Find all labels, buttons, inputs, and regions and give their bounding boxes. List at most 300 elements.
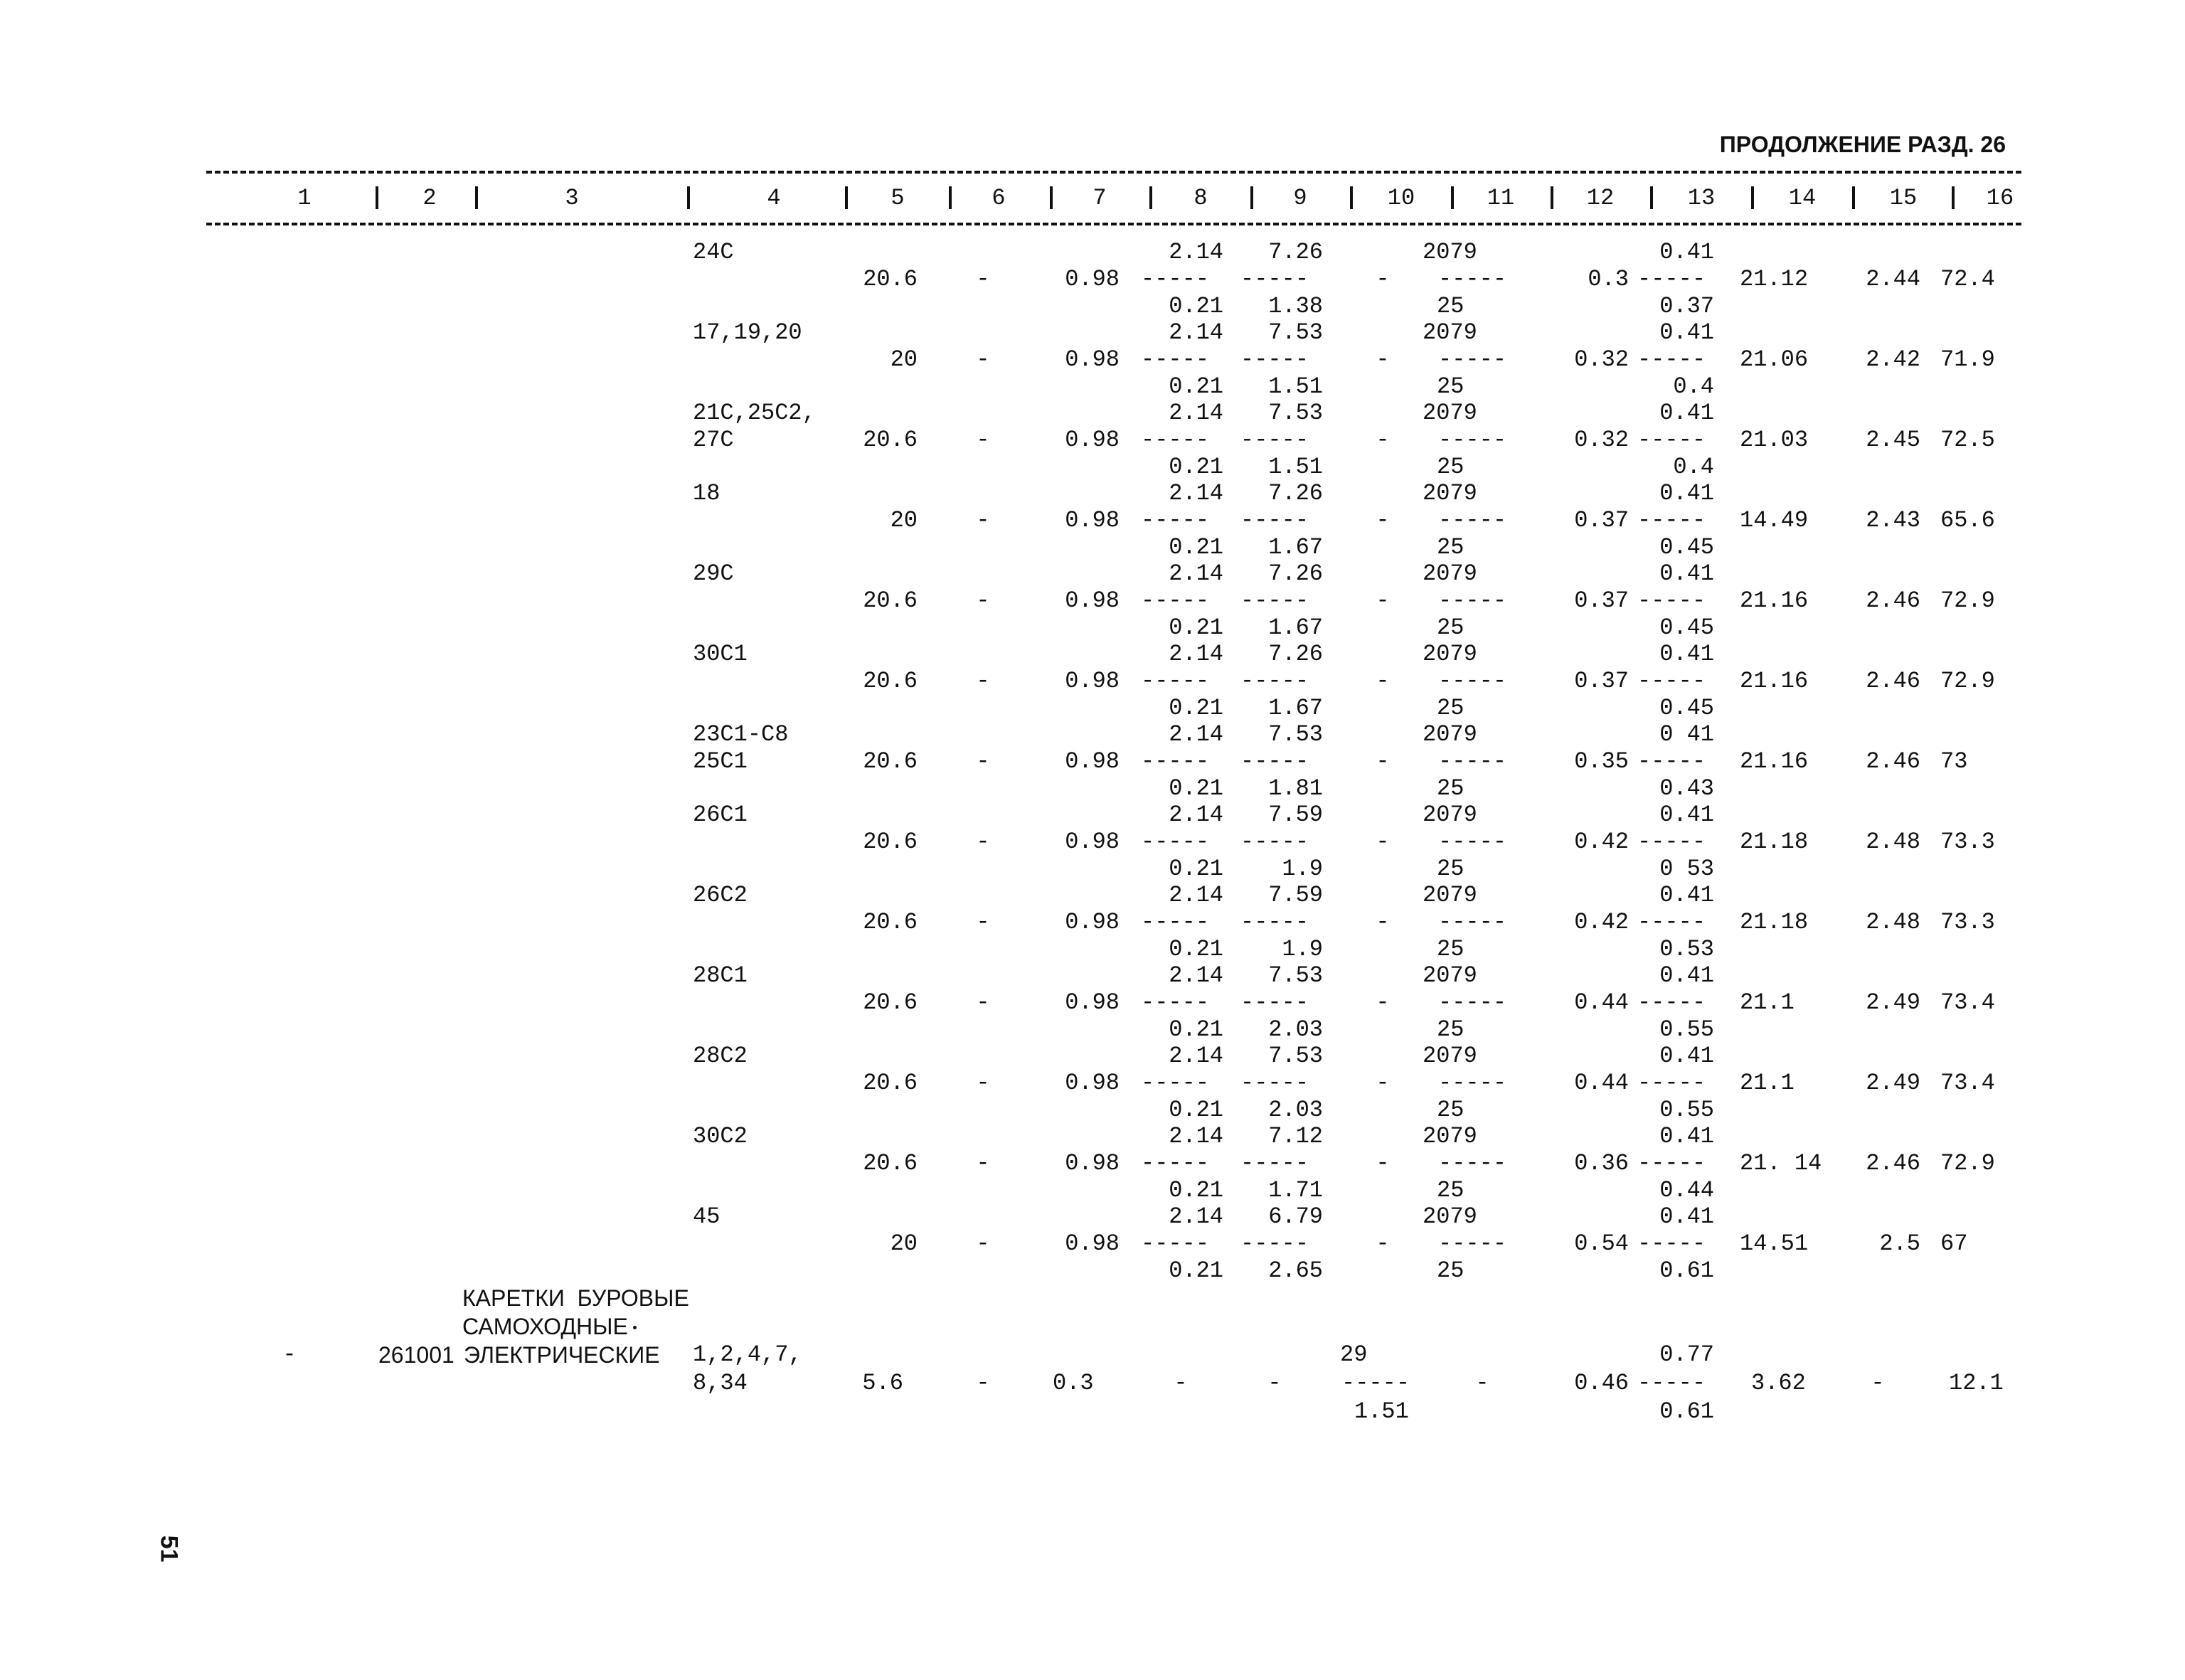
machine-c10-denominator: 1.51 (1354, 1398, 1409, 1425)
column-number-3: 3 (565, 185, 579, 211)
cell-c12: 0.37 (1574, 507, 1629, 533)
cell-c13-denominator: 0.53 (1659, 936, 1714, 962)
cell-c8-numerator: 2.14 (1169, 641, 1223, 667)
page-number: 51 (155, 1535, 183, 1563)
cell-c14: 21.12 (1740, 266, 1809, 292)
cell-c12: 0.36 (1574, 1150, 1629, 1176)
cell-c11-fraction-line: ----- (1438, 909, 1507, 935)
cell-c9-numerator: 7.12 (1268, 1123, 1323, 1149)
cell-c7: 0.98 (1065, 748, 1120, 775)
cell-c9-denominator: 1.38 (1268, 293, 1323, 319)
cell-c13-numerator: 0.41 (1659, 319, 1714, 346)
cell-c11-fraction-line: ----- (1438, 1070, 1507, 1096)
cell-c11-denominator: 25 (1437, 373, 1464, 400)
cell-c9-fraction-line: ----- (1240, 829, 1309, 855)
column-number-14: 14 (1788, 185, 1817, 211)
cell-c11-numerator: 2079 (1423, 319, 1477, 346)
cell-c9-fraction-line: ----- (1240, 909, 1309, 935)
stray-dot-mark (633, 1326, 637, 1329)
cell-c8-numerator: 2.14 (1169, 480, 1223, 506)
cell-c11-numerator: 2079 (1423, 1043, 1477, 1069)
cell-c16: 71.9 (1940, 346, 1995, 373)
cell-c7: 0.98 (1065, 507, 1120, 533)
cell-c9-denominator: 1.71 (1268, 1177, 1323, 1203)
cell-c9-fraction-line: ----- (1240, 346, 1309, 373)
cell-c12: 0.32 (1574, 427, 1629, 453)
cell-c11-numerator: 2079 (1423, 1123, 1477, 1149)
cell-c5: 20.6 (863, 748, 918, 775)
cell-c6-dash: - (976, 668, 990, 694)
cell-c9-numerator: 7.53 (1268, 962, 1323, 989)
cell-c10-dash: - (1376, 507, 1390, 533)
cell-c10-dash: - (1376, 909, 1390, 935)
cell-c4-group: 24C (693, 239, 734, 265)
cell-c8-fraction-line: ----- (1141, 989, 1210, 1016)
cell-c16: 72.5 (1940, 427, 1995, 453)
cell-c5: 20.6 (863, 829, 918, 855)
cell-c13-denominator: 0 53 (1659, 856, 1714, 882)
machine-code: 261001 (378, 1342, 454, 1368)
cell-c8-fraction-line: ----- (1141, 1070, 1210, 1096)
cell-c4-group: 25C1 (693, 748, 748, 775)
cell-c11-numerator: 2079 (1423, 480, 1477, 506)
cell-c8-denominator: 0.21 (1169, 454, 1223, 480)
cell-c9-numerator: 6.79 (1268, 1203, 1323, 1230)
cell-c6-dash: - (976, 346, 990, 373)
column-separator (475, 186, 478, 209)
cell-c4-group: 26C1 (693, 802, 748, 828)
cell-c15: 2.5 (1879, 1230, 1920, 1257)
cell-c13-numerator: 0.41 (1659, 1043, 1714, 1069)
cell-c9-denominator: 1.67 (1268, 534, 1323, 560)
column-separator (1751, 186, 1754, 209)
cell-c8-fraction-line: ----- (1141, 1150, 1210, 1176)
cell-c5: 20.6 (863, 668, 918, 694)
cell-c13-numerator: 0.41 (1659, 560, 1714, 587)
cell-c8-denominator: 0.21 (1169, 695, 1223, 721)
cell-c8-fraction-line: ----- (1141, 507, 1210, 533)
cell-c4-group: 26C2 (693, 882, 748, 908)
cell-c8-numerator: 2.14 (1169, 882, 1223, 908)
cell-c13-denominator: 0.4 (1673, 373, 1714, 400)
cell-c9-fraction-line: ----- (1240, 266, 1309, 292)
cell-c9-numerator: 7.59 (1268, 882, 1323, 908)
machine-c16: 12.1 (1949, 1370, 2004, 1396)
cell-c11-fraction-line: ----- (1438, 1150, 1507, 1176)
cell-c10-dash: - (1376, 748, 1390, 775)
cell-c11-denominator: 25 (1437, 856, 1464, 882)
cell-c9-fraction-line: ----- (1240, 1150, 1309, 1176)
cell-c11-denominator: 25 (1437, 1016, 1464, 1043)
machine-name-line: КАРЕТКИ БУРОВЫЕ (462, 1285, 689, 1311)
cell-c11-fraction-line: ----- (1438, 1230, 1507, 1257)
cell-c12: 0.44 (1574, 989, 1629, 1016)
cell-c8-fraction-line: ----- (1141, 266, 1210, 292)
machine-name-line: ЭЛЕКТРИЧЕСКИЕ (464, 1342, 660, 1368)
cell-c11-numerator: 2079 (1423, 962, 1477, 989)
machine-c4: 8,34 (693, 1370, 748, 1396)
cell-c4-group: 28C1 (693, 962, 748, 989)
cell-c9-denominator: 1.67 (1268, 615, 1323, 641)
column-number-15: 15 (1889, 185, 1918, 211)
column-number-7: 7 (1092, 185, 1107, 211)
cell-c11-denominator: 25 (1437, 615, 1464, 641)
cell-c8-fraction-line: ----- (1141, 588, 1210, 614)
cell-c8-numerator: 2.14 (1169, 721, 1223, 748)
column-separator (1650, 186, 1653, 209)
cell-c12: 0.44 (1574, 1070, 1629, 1096)
machine-c8-dash: - (1174, 1370, 1188, 1396)
machine-c11-dash: - (1475, 1370, 1489, 1396)
machine-c13-denominator: 0.61 (1659, 1398, 1714, 1425)
cell-c13-fraction-line: ----- (1637, 1230, 1706, 1257)
cell-c13-denominator: 0.37 (1659, 293, 1714, 319)
cell-c8-denominator: 0.21 (1169, 936, 1223, 962)
cell-c6-dash: - (976, 266, 990, 292)
column-separator (1952, 186, 1955, 209)
cell-c13-fraction-line: ----- (1637, 266, 1706, 292)
column-separator (1149, 186, 1152, 209)
cell-c13-numerator: 0.41 (1659, 1203, 1714, 1230)
cell-c13-fraction-line: ----- (1637, 748, 1706, 775)
column-separator (949, 186, 952, 209)
cell-c5: 20.6 (863, 989, 918, 1016)
cell-c5: 20.6 (863, 588, 918, 614)
cell-c8-denominator: 0.21 (1169, 1097, 1223, 1123)
cell-c11-denominator: 25 (1437, 775, 1464, 802)
cell-c13-fraction-line: ----- (1637, 507, 1706, 533)
cell-c8-fraction-line: ----- (1141, 748, 1210, 775)
cell-c8-denominator: 0.21 (1169, 615, 1223, 641)
cell-c15: 2.43 (1866, 507, 1920, 533)
cell-c8-denominator: 0.21 (1169, 293, 1223, 319)
column-separator (376, 186, 378, 209)
cell-c13-denominator: 0.61 (1659, 1258, 1714, 1284)
cell-c9-numerator: 7.26 (1268, 560, 1323, 587)
column-number-5: 5 (891, 185, 905, 211)
cell-c9-numerator: 7.26 (1268, 480, 1323, 506)
cell-c9-numerator: 7.53 (1268, 1043, 1323, 1069)
cell-c13-denominator: 0.55 (1659, 1016, 1714, 1043)
cell-c6-dash: - (976, 588, 990, 614)
cell-c13-denominator: 0.45 (1659, 695, 1714, 721)
column-number-6: 6 (992, 185, 1006, 211)
cell-c9-denominator: 1.67 (1268, 695, 1323, 721)
cell-c10-dash: - (1376, 266, 1390, 292)
cell-c16: 72.9 (1940, 588, 1995, 614)
cell-c8-numerator: 2.14 (1169, 802, 1223, 828)
cell-c13-denominator: 0.45 (1659, 615, 1714, 641)
column-separator (1350, 186, 1353, 209)
cell-c9-fraction-line: ----- (1240, 588, 1309, 614)
cell-c6-dash: - (976, 989, 990, 1016)
cell-c11-denominator: 25 (1437, 454, 1464, 480)
machine-c15-dash: - (1871, 1370, 1885, 1396)
cell-c15: 2.42 (1866, 346, 1920, 373)
column-separator (845, 186, 848, 209)
cell-c16: 73.4 (1940, 989, 1995, 1016)
cell-c10-dash: - (1376, 1230, 1390, 1257)
cell-c8-denominator: 0.21 (1169, 1258, 1223, 1284)
cell-c13-fraction-line: ----- (1637, 346, 1706, 373)
machine-c13-fraction-line: ----- (1637, 1370, 1706, 1396)
cell-c13-fraction-line: ----- (1637, 1150, 1706, 1176)
cell-c10-dash: - (1376, 989, 1390, 1016)
cell-c9-denominator: 1.51 (1268, 373, 1323, 400)
cell-c16: 67 (1940, 1230, 1968, 1257)
cell-c11-numerator: 2079 (1423, 400, 1477, 426)
cell-c13-denominator: 0.4 (1673, 454, 1714, 480)
cell-c13-denominator: 0.55 (1659, 1097, 1714, 1123)
cell-c15: 2.49 (1866, 989, 1920, 1016)
cell-c16: 73.4 (1940, 1070, 1995, 1096)
cell-c6-dash: - (976, 1230, 990, 1257)
cell-c14: 21.1 (1740, 989, 1795, 1016)
cell-c5: 20.6 (863, 1070, 918, 1096)
cell-c7: 0.98 (1065, 668, 1120, 694)
cell-c13-numerator: 0.41 (1659, 882, 1714, 908)
cell-c13-numerator: 0.41 (1659, 239, 1714, 265)
column-number-11: 11 (1487, 185, 1515, 211)
cell-c13-denominator: 0.44 (1659, 1177, 1714, 1203)
cell-c11-numerator: 2079 (1423, 882, 1477, 908)
cell-c7: 0.98 (1065, 1070, 1120, 1096)
cell-c11-fraction-line: ----- (1438, 346, 1507, 373)
column-number-9: 9 (1293, 185, 1307, 211)
cell-c6-dash: - (976, 507, 990, 533)
cell-c4-group: 18 (693, 480, 721, 506)
cell-c6-dash: - (976, 1150, 990, 1176)
cell-c9-denominator: 1.9 (1282, 856, 1323, 882)
machine-c7: 0.3 (1053, 1370, 1094, 1396)
cell-c5: 20.6 (863, 909, 918, 935)
machine-c6-dash: - (976, 1370, 990, 1396)
cell-c12: 0.54 (1574, 1230, 1629, 1257)
cell-c4-group: 29C (693, 560, 734, 587)
cell-c9-numerator: 7.59 (1268, 802, 1323, 828)
cell-c13-fraction-line: ----- (1637, 1070, 1706, 1096)
cell-c16: 72.4 (1940, 266, 1995, 292)
cell-c12: 0.42 (1574, 829, 1629, 855)
cell-c13-numerator: 0.41 (1659, 802, 1714, 828)
cell-c12: 0.42 (1574, 909, 1629, 935)
cell-c9-fraction-line: ----- (1240, 668, 1309, 694)
cell-c13-numerator: 0.41 (1659, 962, 1714, 989)
cell-c11-denominator: 25 (1437, 1097, 1464, 1123)
cell-c7: 0.98 (1065, 1150, 1120, 1176)
cell-c8-numerator: 2.14 (1169, 1123, 1223, 1149)
cell-c8-numerator: 2.14 (1169, 560, 1223, 587)
cell-c13-numerator: 0.41 (1659, 1123, 1714, 1149)
cell-c8-numerator: 2.14 (1169, 239, 1223, 265)
cell-c8-fraction-line: ----- (1141, 1230, 1210, 1257)
cell-c15: 2.48 (1866, 909, 1920, 935)
column-number-10: 10 (1387, 185, 1415, 211)
cell-c8-fraction-line: ----- (1141, 909, 1210, 935)
cell-c9-denominator: 2.03 (1268, 1016, 1323, 1043)
cell-c9-fraction-line: ----- (1240, 427, 1309, 453)
cell-c16: 72.9 (1940, 668, 1995, 694)
cell-c13-fraction-line: ----- (1637, 668, 1706, 694)
cell-c12: 0.35 (1574, 748, 1629, 775)
cell-c11-denominator: 25 (1437, 936, 1464, 962)
cell-c16: 73 (1940, 748, 1968, 775)
column-separator (1451, 186, 1454, 209)
cell-c7: 0.98 (1065, 588, 1120, 614)
cell-c7: 0.98 (1065, 1230, 1120, 1257)
cell-c4-group: 17,19,20 (693, 319, 802, 346)
machine-c10-fraction-line: ----- (1341, 1370, 1410, 1396)
machine-c13-numerator: 0.77 (1659, 1341, 1714, 1368)
cell-c11-numerator: 2079 (1423, 1203, 1477, 1230)
cell-c7: 0.98 (1065, 909, 1120, 935)
cell-c9-numerator: 7.26 (1268, 239, 1323, 265)
cell-c5: 20 (890, 507, 918, 533)
cell-c5: 20 (890, 346, 918, 373)
cell-c11-fraction-line: ----- (1438, 668, 1507, 694)
continuation-title: ПРОДОЛЖЕНИЕ РАЗД. 26 (1719, 132, 2006, 157)
cell-c8-denominator: 0.21 (1169, 856, 1223, 882)
header-top-rule (206, 171, 2021, 174)
cell-c14: 21.16 (1740, 748, 1809, 775)
cell-c13-fraction-line: ----- (1637, 427, 1706, 453)
column-separator (1250, 186, 1253, 209)
cell-c14: 14.49 (1740, 507, 1809, 533)
cell-c13-numerator: 0.41 (1659, 480, 1714, 506)
cell-c8-fraction-line: ----- (1141, 829, 1210, 855)
cell-c4-group: 28C2 (693, 1043, 748, 1069)
cell-c6-dash: - (976, 909, 990, 935)
cell-c16: 73.3 (1940, 909, 1995, 935)
cell-c11-numerator: 2079 (1423, 641, 1477, 667)
cell-c4-group: 23C1-C8 (693, 721, 789, 748)
machine-c12: 0.46 (1574, 1370, 1629, 1396)
cell-c14: 21.1 (1740, 1070, 1795, 1096)
cell-c11-denominator: 25 (1437, 1258, 1464, 1284)
cell-c7: 0.98 (1065, 427, 1120, 453)
column-number-13: 13 (1687, 185, 1716, 211)
machine-name-line: САМОХОДНЫЕ (462, 1314, 628, 1339)
cell-c9-denominator: 1.9 (1282, 936, 1323, 962)
cell-c16: 65.6 (1940, 507, 1995, 533)
cell-c11-fraction-line: ----- (1438, 588, 1507, 614)
cell-c14: 21.06 (1740, 346, 1809, 373)
cell-c14: 21.16 (1740, 668, 1809, 694)
cell-c7: 0.98 (1065, 989, 1120, 1016)
column-number-1: 1 (297, 185, 312, 211)
column-separator (687, 186, 690, 209)
header-bottom-rule (206, 223, 2021, 225)
cell-c15: 2.45 (1866, 427, 1920, 453)
cell-c16: 72.9 (1940, 1150, 1995, 1176)
cell-c8-numerator: 2.14 (1169, 962, 1223, 989)
cell-c12: 0.3 (1588, 266, 1629, 292)
cell-c14: 21. 14 (1740, 1150, 1822, 1176)
cell-c15: 2.46 (1866, 668, 1920, 694)
cell-c14: 14.51 (1740, 1230, 1809, 1257)
cell-c13-numerator: 0.41 (1659, 641, 1714, 667)
cell-c8-fraction-line: ----- (1141, 346, 1210, 373)
machine-c14: 3.62 (1751, 1370, 1806, 1396)
cell-c8-numerator: 2.14 (1169, 319, 1223, 346)
cell-c6-dash: - (976, 829, 990, 855)
cell-c7: 0.98 (1065, 346, 1120, 373)
cell-c10-dash: - (1376, 427, 1390, 453)
cell-c4-group: 30C2 (693, 1123, 748, 1149)
cell-c13-fraction-line: ----- (1637, 909, 1706, 935)
cell-c8-numerator: 2.14 (1169, 400, 1223, 426)
cell-c8-fraction-line: ----- (1141, 668, 1210, 694)
cell-c5: 20.6 (863, 1150, 918, 1176)
cell-c9-fraction-line: ----- (1240, 1070, 1309, 1096)
cell-c11-fraction-line: ----- (1438, 507, 1507, 533)
cell-c10-dash: - (1376, 1150, 1390, 1176)
column-number-12: 12 (1586, 185, 1615, 211)
cell-c12: 0.32 (1574, 346, 1629, 373)
cell-c11-numerator: 2079 (1423, 802, 1477, 828)
cell-c6-dash: - (976, 748, 990, 775)
cell-c14: 21.18 (1740, 829, 1809, 855)
cell-c9-denominator: 2.03 (1268, 1097, 1323, 1123)
cell-c15: 2.49 (1866, 1070, 1920, 1096)
cell-c9-denominator: 1.51 (1268, 454, 1323, 480)
machine-c1-dash: - (282, 1341, 297, 1368)
cell-c10-dash: - (1376, 1070, 1390, 1096)
cell-c14: 21.03 (1740, 427, 1809, 453)
cell-c14: 21.18 (1740, 909, 1809, 935)
cell-c9-numerator: 7.53 (1268, 400, 1323, 426)
column-separator (1852, 186, 1855, 209)
cell-c15: 2.48 (1866, 829, 1920, 855)
cell-c13-numerator: 0.41 (1659, 400, 1714, 426)
cell-c11-fraction-line: ----- (1438, 427, 1507, 453)
cell-c10-dash: - (1376, 668, 1390, 694)
cell-c12: 0.37 (1574, 668, 1629, 694)
cell-c11-numerator: 2079 (1423, 560, 1477, 587)
cell-c9-fraction-line: ----- (1240, 748, 1309, 775)
cell-c8-denominator: 0.21 (1169, 1177, 1223, 1203)
cell-c13-numerator: 0 41 (1659, 721, 1714, 748)
machine-c4: 1,2,4,7, (693, 1341, 802, 1368)
cell-c4-group: 27C (693, 427, 734, 453)
cell-c9-denominator: 2.65 (1268, 1258, 1323, 1284)
cell-c9-fraction-line: ----- (1240, 1230, 1309, 1257)
cell-c15: 2.46 (1866, 1150, 1920, 1176)
cell-c11-numerator: 2079 (1423, 721, 1477, 748)
cell-c6-dash: - (976, 427, 990, 453)
cell-c13-fraction-line: ----- (1637, 989, 1706, 1016)
column-separator (1050, 186, 1053, 209)
cell-c9-fraction-line: ----- (1240, 507, 1309, 533)
cell-c4-group: 45 (693, 1203, 721, 1230)
column-number-16: 16 (1986, 185, 2014, 211)
cell-c8-denominator: 0.21 (1169, 775, 1223, 802)
cell-c10-dash: - (1376, 829, 1390, 855)
cell-c8-denominator: 0.21 (1169, 534, 1223, 560)
cell-c16: 73.3 (1940, 829, 1995, 855)
cell-c8-numerator: 2.14 (1169, 1043, 1223, 1069)
column-number-4: 4 (767, 185, 781, 211)
cell-c8-numerator: 2.14 (1169, 1203, 1223, 1230)
cell-c13-denominator: 0.43 (1659, 775, 1714, 802)
cell-c14: 21.16 (1740, 588, 1809, 614)
cell-c7: 0.98 (1065, 829, 1120, 855)
cell-c8-denominator: 0.21 (1169, 1016, 1223, 1043)
cell-c9-numerator: 7.26 (1268, 641, 1323, 667)
cell-c10-dash: - (1376, 588, 1390, 614)
cell-c5: 20.6 (863, 427, 918, 453)
cell-c6-dash: - (976, 1070, 990, 1096)
